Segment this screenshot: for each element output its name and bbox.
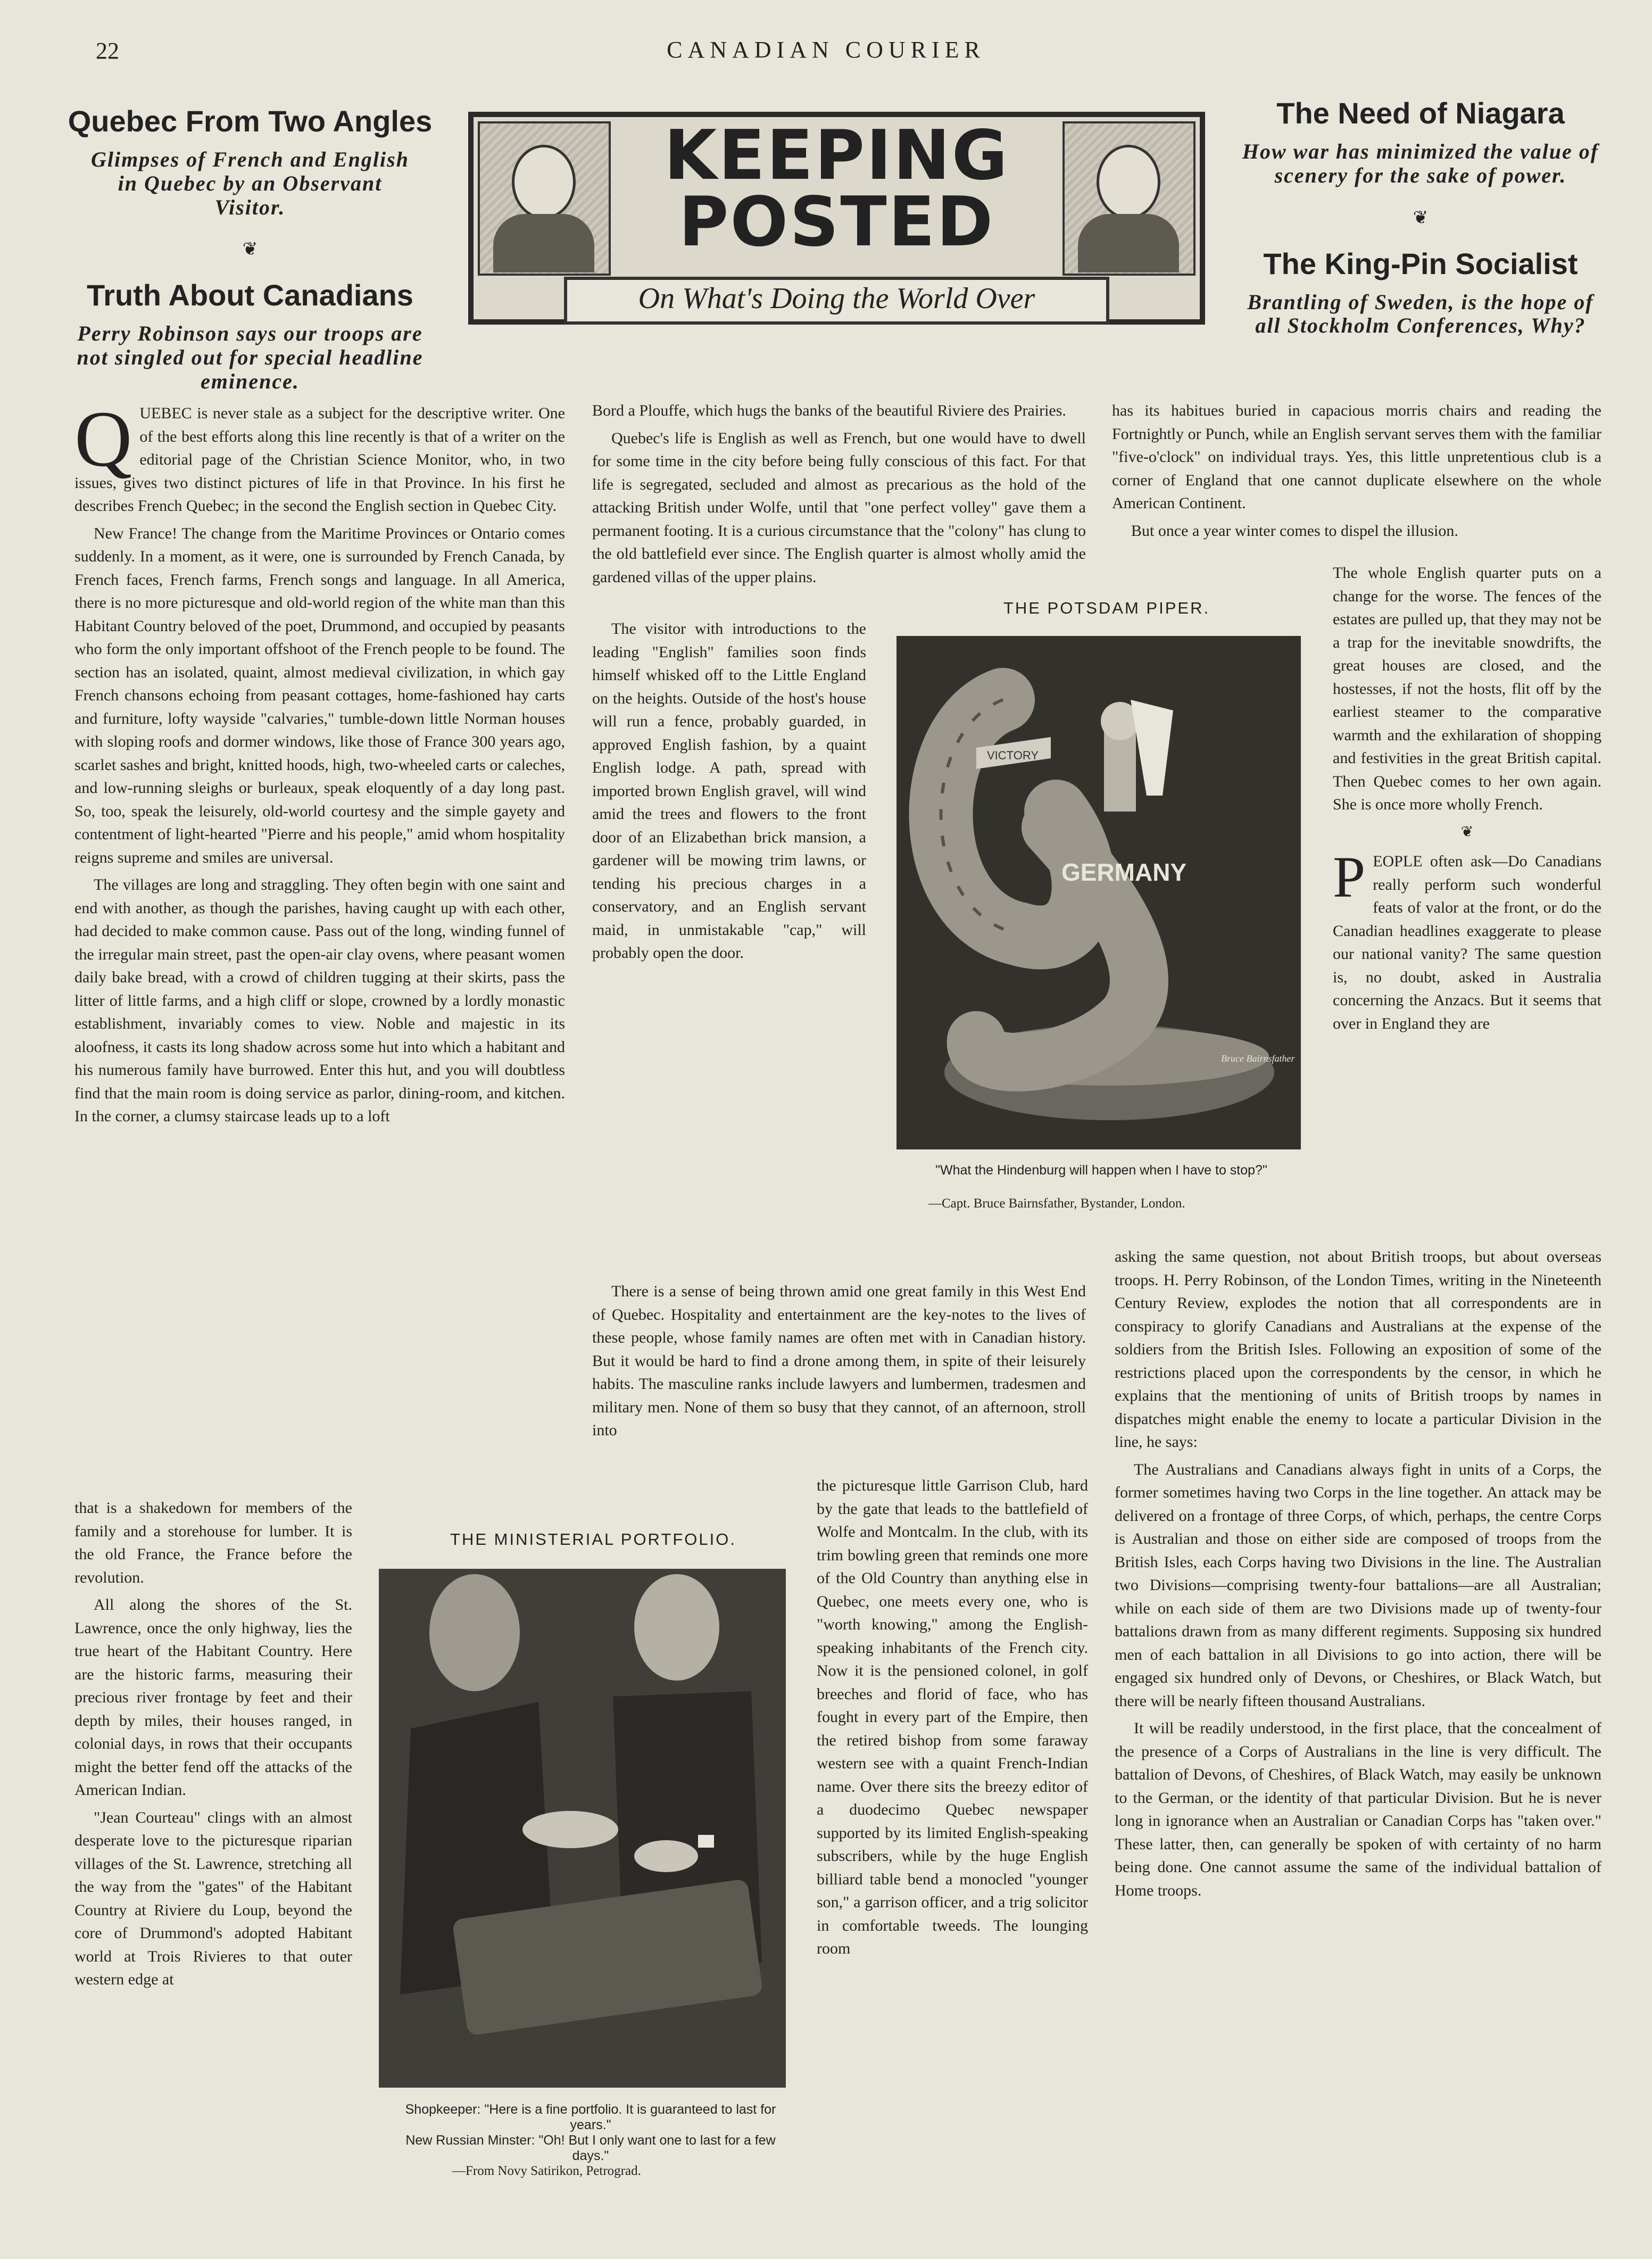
artist-signature: Bruce Bairnsfather xyxy=(1221,1053,1295,1064)
running-head: CANADIAN COURIER xyxy=(667,37,985,63)
quoted-paragraph: It will be readily understood, in the first place, that the concealment of the presence of a Corps of Australians in the line is very difficult. The battalion of Devons, of Cheshires, of Black Watch, may easily be unknown to the German, or the identity of that particular Division. But he is never long in ignorance when an Australian or Canadian Corps has "taken over." These latter, then, can generally be spoken of with certainty of no harm being done. One cannot assume the same of the individual battalion of Home troops. xyxy=(1115,1719,1601,1899)
ministerial-portfolio-cartoon xyxy=(379,1569,786,2088)
right-sidebar xyxy=(1234,96,1607,338)
figure-caption: Shopkeeper: "Here is a fine portfolio. It is guaranteed to last for years." New Russian Minster: "Oh! But I only want one to last for a few days." xyxy=(405,2102,776,2163)
paragraph: New France! The change from the Maritime Provinces or Ontario comes suddenly. In a moment, as it were, one is surrounded by French Canada, by French faces, French farms, French songs and language. In all America, there is no more picturesque and old-world region of the white man than this Habitant Country beloved of the poet, Drummond, and occupied by peasants who form the only important offshoot of the French people to be found. The section has an isolated, quaint, almost medieval civilization, in which gay French chansons echoing from peasant cottages, home-fashioned hay carts and furniture, lofty wayside "calvaries," tumble-down little Norman houses with sloping roofs and dormer windows, like those of France 300 years ago, scarlet sashes and bright, knitted hoods, high, two-wheeled carts or caleches, and low-running sleighs or burleaux, speak eloquently of a day long past. So, too, speak the leisurely, old-world courtesy and the simple gayety and contentment of light-hearted "Pierre and his people," amid whom hospitality reigns supreme and smiles are universal. xyxy=(74,524,565,866)
column-1 xyxy=(74,395,565,1132)
sidebar-headline: Truth About Canadians xyxy=(87,278,413,312)
paragraph: PEOPLE often ask—Do Canadians really perform such wonderful feats of valor at the front, or do the Canadian headlines exaggerate to please our national vanity? The same question is, no doubt, asked in Australia concerning the Anzacs. But it seems that over in England they are xyxy=(1333,845,1601,1032)
page-number: 22 xyxy=(96,38,119,64)
trumpet-text: VICTORY xyxy=(987,749,1039,762)
column-3-narrow xyxy=(1333,561,1601,1039)
figure-title: THE MINISTERIAL PORTFOLIO. xyxy=(450,1530,736,1549)
paragraph: has its habitues buried in capacious morris chairs and reading the Fortnightly or Punch, while an English servant serves them with the familiar "five-o'clock" on individual trays. Yes, this little unpretentious club is a corner of England that one cannot duplicate elsewhere on the whole American Continent. xyxy=(1112,402,1601,512)
ornament-icon: ❦ xyxy=(242,239,258,260)
sidebar-subhead: How war has minimized the value of scenery for the sake of power. xyxy=(1242,139,1599,187)
column-1-lower xyxy=(74,1496,352,1996)
figure-title: THE POTSDAM PIPER. xyxy=(1003,599,1210,617)
paragraph: QUEBEC is never stale as a subject for the descriptive writer. One of the best efforts along this line recently is that of a writer on the editorial page of the Christian Science Monitor, who, in two issues, gives two distinct pictures of life in that Province. In his first he describes French Quebec; in the second the English section in Quebec City. xyxy=(74,395,565,515)
sidebar-subhead: Perry Robinson says our troops are not singled out for special headline eminence. xyxy=(77,321,424,393)
ornament-icon: ❦ xyxy=(1460,823,1474,840)
paragraph: Quebec's life is English as well as French, but one would have to dwell for some time in the city before being fully conscious of this fact. For that life is segregated, secluded and almost as precarious as the hold of the attacking British under Wolfe, until that "one perfect volley" gave them a permanent footing. It is a curious circumstance that the "colony" has clung to the old battlefield ever since. The English quarter is almost wholly amid the gardened villas of the upper plains. xyxy=(592,429,1086,586)
column-2-lower xyxy=(817,1474,1088,1965)
sidebar-headline: Quebec From Two Angles xyxy=(68,104,433,138)
sidebar-subhead: Glimpses of French and English in Quebec by an Observant Visitor. xyxy=(91,147,409,219)
paragraph: the picturesque little Garrison Club, hard by the gate that leads to the battlefield of Wolfe and Montcalm. In the club, with its trim bowling green that reminds one more of the Old Country than anything else in Quebec, one meets every one, who is "worth knowing," among the English-speaking inhabitants of the French city. Now it is the pensioned colonel, in golf breeches and florid of face, who has fought in every part of the Empire, then the retired bishop from some faraway western see with a quaint French-Indian name. Over there sits the breezy editor of a duodecimo Quebec newspaper supported by its limited English-speaking subscribers, while by the huge English billiard table bend a monocled "younger son," a garrison officer, and a trig solicitor in comfortable tweeds. The lounging room xyxy=(817,1477,1088,1957)
paragraph: But once a year winter comes to dispel the illusion. xyxy=(1131,522,1458,540)
drop-cap: P xyxy=(1333,845,1366,909)
figure-credit: —Capt. Bruce Bairnsfather, Bystander, London. xyxy=(928,1196,1185,1211)
paragraph: asking the same question, not about British troops, but about overseas troops. H. Perry Robinson, of the London Times, writing in the Nineteenth Century Review, explodes the notion that all correspondents are in conspiracy to glorify Canadians and Australians at the expense of the soldiers from the British Isles. Following an exposition of some of the restrictions placed upon the correspondents by the censor, in which he explains that the mentioning of units of British troops by names in dispatches might enable the enemy to locate a particular Division in the line, he says: xyxy=(1115,1248,1601,1451)
banner-title: KEEPING POSTED xyxy=(664,116,1009,262)
figure-caption: "What the Hindenburg will happen when I have to stop?" xyxy=(935,1163,1267,1178)
sidebar-headline: The King-Pin Socialist xyxy=(1263,246,1578,280)
paragraph: There is a sense of being thrown amid one great family in this West End of Quebec. Hospitality and entertainment are the key-notes to the lives of these people, whose family names are often met with in Canadian history. But it would be hard to find a drone among them, in spite of their leisurely habits. The masculine ranks include lawyers and lumbermen, tradesmen and military men. None of them so busy that they cannot, of an afternoon, stroll into xyxy=(592,1282,1086,1439)
paragraph: The whole English quarter puts on a change for the worse. The fences of the estates are pulled up, that they may not be a trap for the inevitable snowdrifts, the great houses are closed, and the hostesses, if not the hosts, flit off by the earliest steamer to the comparative warmth and the exhilaration of shopping and festivities in the great British capital. Then Quebec comes to her own again. She is once more wholly French. xyxy=(1333,564,1601,813)
portrait-right-icon xyxy=(1062,121,1196,276)
column-2 xyxy=(592,399,1086,589)
paragraph: that is a shakedown for members of the family and a storehouse for lumber. It is the old France, the France before the revolution. xyxy=(74,1499,352,1586)
figure-credit: —From Novy Satirikon, Petrograd. xyxy=(452,2164,641,2178)
paragraph: All along the shores of the St. Lawrence, once the only highway, lies the true heart of the Habitant Country. Here are the historic farms, measuring their precious river frontage by feet and their depth by miles, their houses ranged, in colonial days, in rows that their occupants might the better fend off the attacks of the American Indian. xyxy=(74,1596,352,1799)
sidebar-subhead: Brantling of Sweden, is the hope of all Stockholm Conferences, Why? xyxy=(1247,289,1594,338)
paragraph: The villages are long and straggling. They often begin with one saint and end with another, as though the parishes, having caught up with each other, had decided to make common cause. Pass out of the long, winding funnel of the irregular main street, past the open-air clay ovens, where peasant women daily bake bread, with a crowd of children tugging at their skirts, pass the litter of little farms, and a high cliff or slope, crowned by a lordly monastic establishment, invariably comes to view. Noble and majestic in its aloofness, it casts its long shadow across some hut into which a habitant and his numerous family have burrowed. Enter this hut, and you will doubtless find that the main room is doing service as parlor, dining-room, and kitchen. In the corner, a clumsy staircase leads up to a loft xyxy=(74,876,565,1125)
keeping-posted-banner xyxy=(468,112,1205,325)
paragraph: "Jean Courteau" clings with an almost desperate love to the picturesque riparian villages of the St. Lawrence, stretching all the way from the "gates" of the Habitant Country at Riviere du Loup, beyond the core of Drummond's adopted Habitant world at Trois Rivieres to that outer western edge at xyxy=(74,1808,352,1988)
column-2-wide xyxy=(592,1280,1086,1446)
potsdam-piper-cartoon xyxy=(896,636,1301,1149)
banner-tagline: On What's Doing the World Over xyxy=(564,277,1109,325)
left-sidebar xyxy=(67,104,434,394)
drop-cap: Q xyxy=(74,395,132,483)
column-3-lower xyxy=(1115,1245,1601,1906)
quoted-paragraph: The Australians and Canadians always fight in units of a Corps, the former sometimes having two Corps in the line together. An attack may be delivered on a frontage of three Corps, of which, perhaps, the centre Corps is Australian and those on either side are composed of troops from the British Isles, each Corps having two Divisions in the line. The Australian two Divisions—comprising twenty-four battalions—are all Australian; while on each side of them are two Divisions made up of twenty-four battalions drawn from as many different regiments. Supposing six hundred men of each battalion in all Divisions to go into action, there will be engaged six hundred only of Devons, or Cheshires, or Black Watch, but there will be nearly fifteen thousand Australians. xyxy=(1115,1460,1601,1710)
column-3 xyxy=(1112,399,1601,542)
serpent-text: GERMANY xyxy=(1061,858,1187,886)
sidebar-headline: The Need of Niagara xyxy=(1276,96,1565,130)
ornament-icon: ❦ xyxy=(1413,208,1429,228)
paragraph: The visitor with introductions to the leading "English" families soon finds himself whisked off to the Little England on the heights. Outside of the host's house will run a fence, probably guarded, in approved English fashion, by a quaint English lodge. A path, spread with imported brown English gravel, will wind amid the trees and flowers to the front door of an Elizabethan brick mansion, a gardener will be mowing trim lawns, or tending his precious charges in a conservatory, and an English servant maid, in unmistakable "cap," will probably open the door. xyxy=(592,620,866,962)
column-2-narrow xyxy=(592,617,866,969)
portrait-left-icon xyxy=(478,121,611,276)
paragraph: Bord a Plouffe, which hugs the banks of the beautiful Riviere des Prairies. xyxy=(592,402,1066,419)
